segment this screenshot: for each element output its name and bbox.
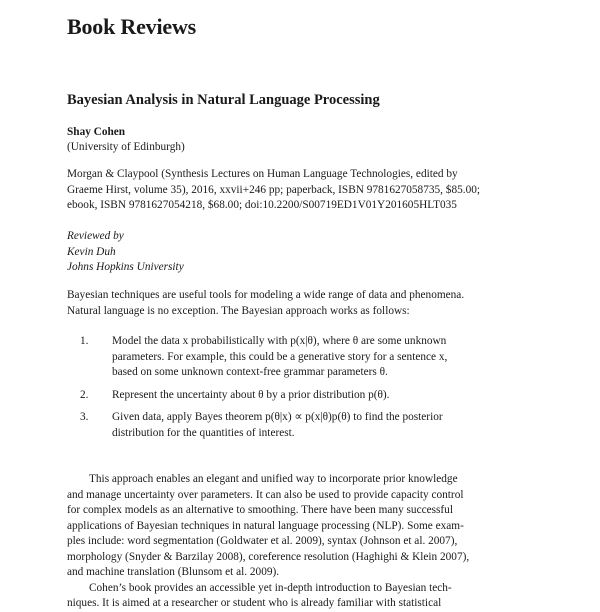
paragraph-line: This approach enables an elegant and unified way to incorporate prior knowledge xyxy=(89,473,458,485)
list-item xyxy=(67,410,447,441)
list-item xyxy=(67,388,447,404)
paragraph-line: morphology (Snyder & Barzilay 2008), coreference resolution (Haghighi & Klein 2007), xyxy=(67,550,470,563)
paragraph-line: and machine translation (Blunsom et al. 2009). xyxy=(67,566,280,578)
reviewer-affiliation: Johns Hopkins University xyxy=(67,261,184,273)
publication-details xyxy=(67,167,480,214)
paragraph-line: Bayesian techniques are useful tools for modeling a wide range of data and phenomena. xyxy=(67,289,465,301)
list-item-line: distribution for the quantities of interest. xyxy=(112,426,295,439)
paragraph-line: ples include: word segmentation (Goldwater et al. 2009), syntax (Johnson et al. 2007), xyxy=(67,535,458,547)
reviewer-block xyxy=(67,229,184,276)
paragraph-line: niques. It is aimed at a researcher or student who is already familiar with statistical xyxy=(67,597,442,609)
list-item xyxy=(67,334,447,381)
paragraph-line: Cohen’s book provides an accessible yet in-depth introduction to Bayesian tech- xyxy=(89,581,452,594)
bayesian-steps-list xyxy=(67,334,447,441)
list-item-line: based on some unknown context-free grammar parameters θ. xyxy=(112,366,388,378)
reviewer-name: Kevin Duh xyxy=(67,245,116,258)
list-item-line: Model the data x probabilistically with p(x|θ), where θ are some unknown xyxy=(112,335,447,347)
list-item-number: 2. xyxy=(80,388,89,401)
intro-paragraph xyxy=(67,288,464,319)
list-item-line: parameters. For example, this could be a generative story for a sentence x, xyxy=(112,350,448,363)
body-text xyxy=(67,472,469,612)
publication-line: Graeme Hirst, volume 35), 2016, xxvii+246 pp; paperback, ISBN 9781627058735, $85.00; xyxy=(67,183,481,196)
list-item-number: 3. xyxy=(80,411,89,423)
book-title: Bayesian Analysis in Natural Language Processing xyxy=(67,92,380,108)
paragraph-line: for complex models as an alternative to smoothing. There have been many successful xyxy=(67,504,453,516)
paragraph-line: Natural language is no exception. The Bayesian approach works as follows: xyxy=(67,304,410,317)
reviewed-by-label: Reviewed by xyxy=(67,230,124,242)
list-item-number: 1. xyxy=(80,335,89,347)
list-item-line: Given data, apply Bayes theorem p(θ|x) ∝ p(x|θ)p(θ) to find the posterior xyxy=(112,411,443,423)
publication-line: ebook, ISBN 9781627054218, $68.00; doi:10.2200/S00719ED1V01Y201605HLT035 xyxy=(67,199,457,211)
paragraph-line: applications of Bayesian techniques in natural language processing (NLP). Some exam- xyxy=(67,519,464,532)
section-title: Book Reviews xyxy=(67,14,196,39)
book-author: Shay Cohen xyxy=(67,126,126,138)
list-item-line: Represent the uncertainty about θ by a prior distribution p(θ). xyxy=(112,388,390,401)
paragraph-line: and manage uncertainty over parameters. It can also be used to provide capacity control xyxy=(67,488,464,501)
author-affiliation: (University of Edinburgh) xyxy=(67,141,185,153)
publication-line: Morgan & Claypool (Synthesis Lectures on Human Language Technologies, edited by xyxy=(67,168,458,180)
